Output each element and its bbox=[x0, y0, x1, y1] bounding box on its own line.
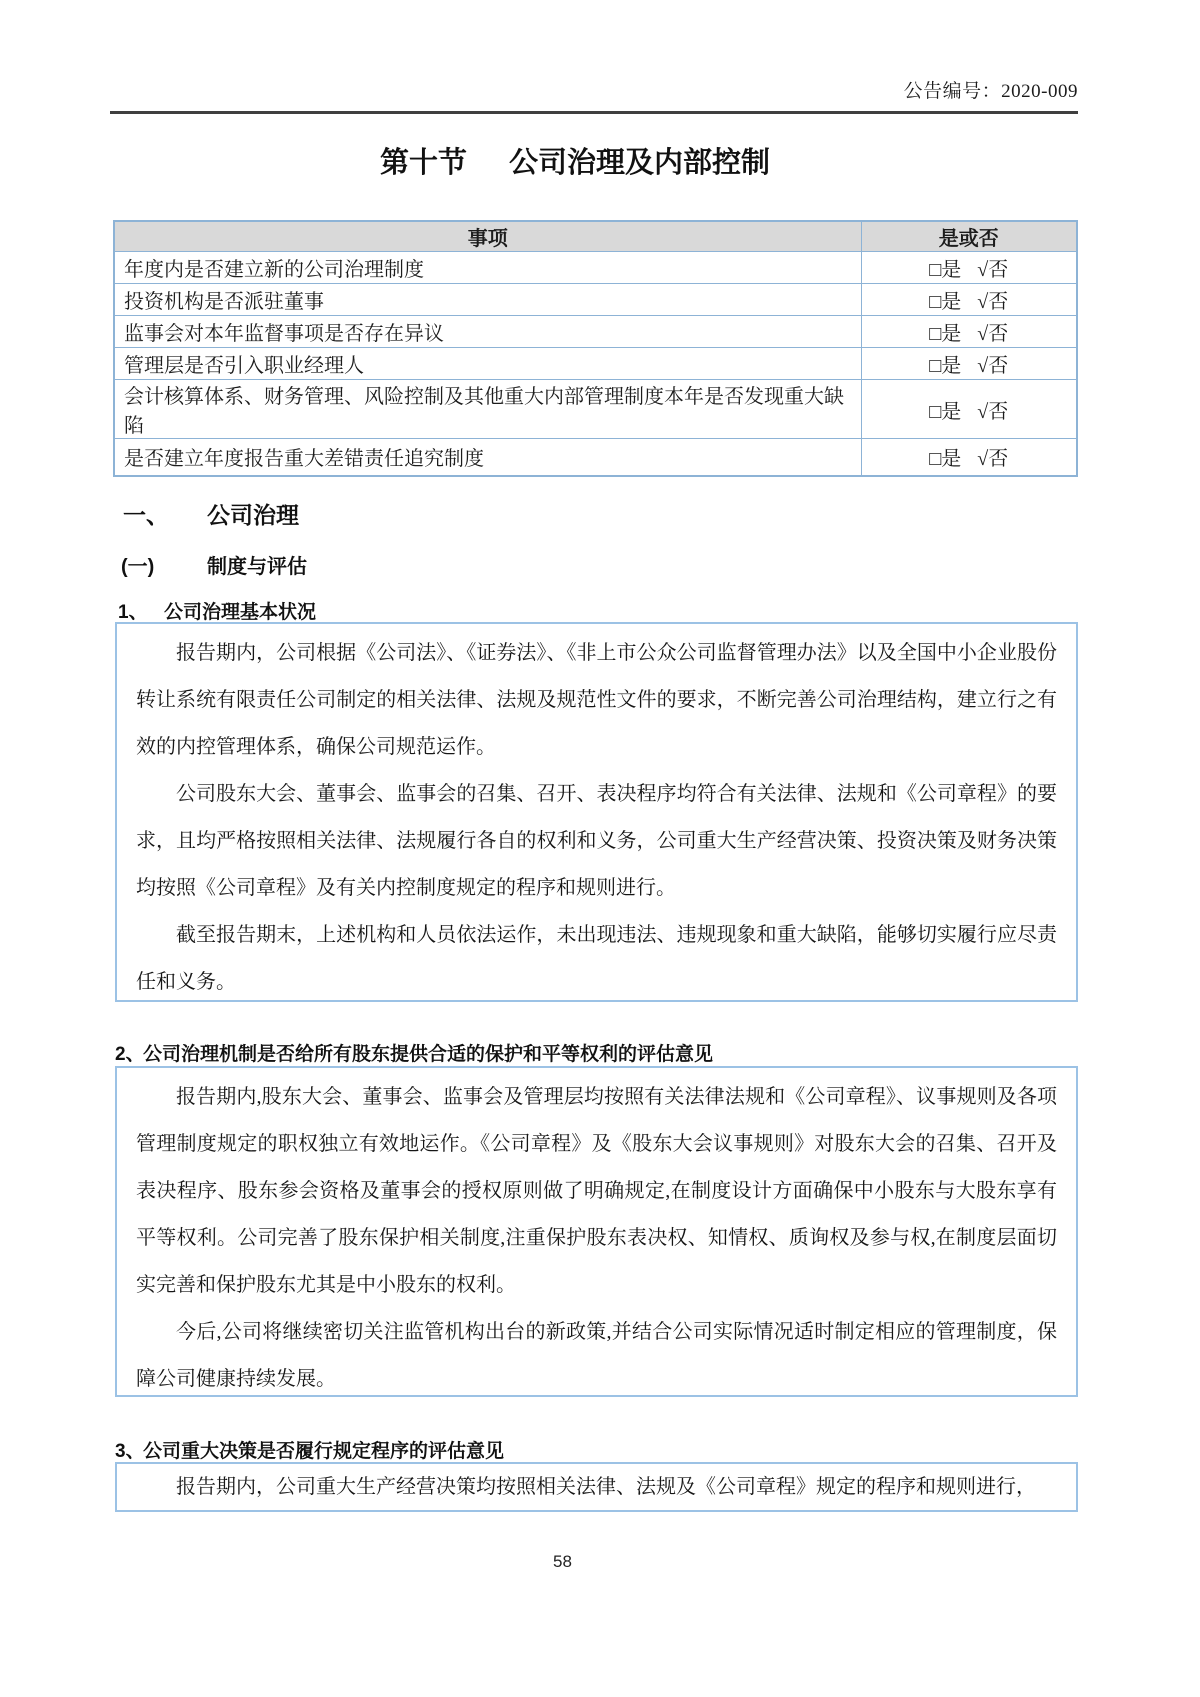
checkbox-no-checked: √否 bbox=[977, 448, 1009, 471]
item3-heading bbox=[115, 1436, 504, 1463]
item2-content-box bbox=[115, 1066, 1078, 1397]
item-title: 公司重大决策是否履行规定程序的评估意见 bbox=[143, 1441, 505, 1462]
chapter-number: 第十节 bbox=[379, 147, 467, 179]
item-number: 2、 bbox=[115, 1044, 145, 1065]
section-title: 公司治理 bbox=[207, 502, 299, 528]
checkbox-yes: □是 bbox=[929, 448, 962, 471]
yes-no-cell bbox=[861, 284, 1077, 316]
checkbox-no-checked: √否 bbox=[977, 323, 1009, 345]
column-header-item: 事项 bbox=[114, 221, 861, 252]
page-number: 58 bbox=[553, 1552, 572, 1571]
announcement-number: 公告编号：2020-009 bbox=[903, 81, 1078, 102]
yes-no-cell bbox=[861, 380, 1077, 439]
checkbox-yes: □是 bbox=[929, 291, 962, 313]
item-number: 3、 bbox=[115, 1441, 145, 1462]
table-row bbox=[114, 348, 1077, 380]
item-number: 1、 bbox=[118, 602, 148, 623]
paragraph: 今后,公司将继续密切关注监管机构出台的新政策,并结合公司实际情况适时制定相应的管理制度，保障公司健康持续发展。 bbox=[136, 1321, 1057, 1390]
page-title bbox=[0, 140, 1150, 181]
checkbox-no-checked: √否 bbox=[977, 291, 1009, 313]
paragraph: 公司股东大会、董事会、监事会的召集、召开、表决程序均符合有关法律、法规和《公司章程》的要求，且均严格按照相关法律、法规履行各自的权利和义务，公司重大生产经营决策、投资决策及财务决策均按照《公司章程》及有关内控制度规定的程序和规则进行。 bbox=[136, 783, 1057, 899]
section-heading-governance bbox=[123, 497, 299, 530]
item1-heading bbox=[118, 597, 316, 624]
table-header-row bbox=[114, 221, 1077, 252]
subsection-title: 制度与评估 bbox=[207, 556, 307, 578]
checkbox-no-checked: √否 bbox=[977, 355, 1009, 377]
item1-content-box bbox=[115, 622, 1078, 1002]
subsection-heading-system-eval bbox=[121, 550, 307, 579]
governance-checklist-table bbox=[113, 220, 1078, 477]
yes-no-cell bbox=[861, 316, 1077, 348]
column-header-yesno: 是或否 bbox=[861, 221, 1077, 252]
paragraph: 报告期内，公司根据《公司法》、《证券法》、《非上市公众公司监督管理办法》以及全国中小企业股份转让系统有限责任公司制定的相关法律、法规及规范性文件的要求，不断完善公司治理结构，建立行之有效的内控管理体系，确保公司规范运作。 bbox=[136, 642, 1057, 758]
section-number: 一、 bbox=[123, 502, 169, 528]
item-text: 年度内是否建立新的公司治理制度 bbox=[114, 252, 861, 284]
item-title: 公司治理基本状况 bbox=[164, 602, 317, 623]
yes-no-cell bbox=[861, 439, 1077, 476]
paragraph: 报告期内,股东大会、董事会、监事会及管理层均按照有关法律法规和《公司章程》、议事规则及各项管理制度规定的职权独立有效地运作。《公司章程》及《股东大会议事规则》对股东大会的召集、召开及表决程序、股东参会资格及董事会的授权原则做了明确规定,在制度设计方面确保中小股东与大股东享有平等权利。公司完善了股东保护相关制度,注重保护股东表决权、知情权、质询权及参与权,在制度层面切实完善和保护股东尤其是中小股东的权利。 bbox=[136, 1086, 1057, 1296]
chapter-name: 公司治理及内部控制 bbox=[509, 147, 771, 179]
table-row bbox=[114, 439, 1077, 476]
item-text: 管理层是否引入职业经理人 bbox=[114, 348, 861, 380]
paragraph: 截至报告期末，上述机构和人员依法运作，未出现违法、违规现象和重大缺陷，能够切实履行应尽责任和义务。 bbox=[136, 924, 1057, 993]
checkbox-no-checked: √否 bbox=[977, 259, 1009, 281]
item-text: 是否建立年度报告重大差错责任追究制度 bbox=[114, 439, 861, 476]
header-divider bbox=[110, 111, 1078, 114]
table-row bbox=[114, 252, 1077, 284]
table-row bbox=[114, 284, 1077, 316]
paragraph: 报告期内，公司重大生产经营决策均按照相关法律、法规及《公司章程》规定的程序和规则进行， bbox=[176, 1476, 1036, 1498]
subsection-number: (一) bbox=[121, 556, 155, 578]
checkbox-yes: □是 bbox=[929, 355, 962, 377]
checkbox-yes: □是 bbox=[929, 323, 962, 345]
item-title: 公司治理机制是否给所有股东提供合适的保护和平等权利的评估意见 bbox=[143, 1044, 714, 1065]
item2-heading bbox=[115, 1039, 713, 1066]
table-row bbox=[114, 380, 1077, 439]
item-text: 投资机构是否派驻董事 bbox=[114, 284, 861, 316]
item-text: 会计核算体系、财务管理、风险控制及其他重大内部管理制度本年是否发现重大缺陷 bbox=[114, 380, 861, 439]
yes-no-cell bbox=[861, 252, 1077, 284]
table-row bbox=[114, 316, 1077, 348]
item-text: 监事会对本年监督事项是否存在异议 bbox=[114, 316, 861, 348]
item3-content-box bbox=[115, 1462, 1078, 1512]
yes-no-cell bbox=[861, 348, 1077, 380]
checkbox-no-checked: √否 bbox=[977, 400, 1009, 423]
checkbox-yes: □是 bbox=[929, 400, 962, 423]
checkbox-yes: □是 bbox=[929, 259, 962, 281]
